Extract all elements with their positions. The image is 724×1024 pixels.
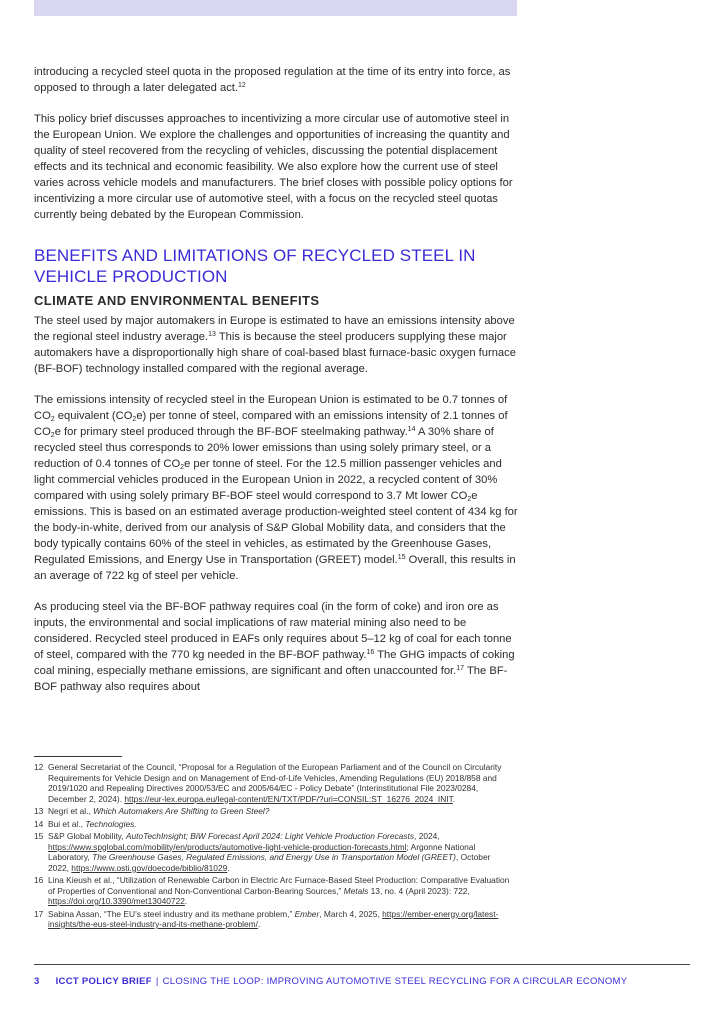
footer-separator: |: [155, 976, 159, 987]
footnote-16-link[interactable]: https://doi.org/10.3390/met13040722: [48, 896, 185, 906]
section-title: BENEFITS AND LIMITATIONS OF RECYCLED STEEL IN VEHICLE PRODUCTION: [34, 246, 476, 286]
footnote-12-link[interactable]: https://eur-lex.europa.eu/legal-content/EN/TXT/PDF/?uri=CONSIL:ST_16276_2024_INIT: [124, 793, 453, 804]
footnote-15: 15 S&P Global Mobility, AutoTechInsight; BiW Forecast April 2024: Light Vehicle Production Forecasts, 2024, https://www.spglobal.com/mobility/en/products/automotive-light-vehicle-production-forecasts.html; Argonne National Laboratory, The Greenhouse Gases, Regulated Emissions, and Energy Use in Transportation Model (GREET), October 2022, https://www.osti.gov/doecode/biblio/81029.: [34, 831, 491, 873]
footnote-ref-15[interactable]: 15: [397, 554, 406, 561]
intro-paragraph-1: introducing a recycled steel quota in the proposed regulation at the time of its entry into force, as opposed to through a later delegated act.$^{12}$: [34, 66, 511, 94]
footnotes: [34, 762, 510, 932]
subsection-title: CLIMATE AND ENVIRONMENTAL BENEFITS: [34, 293, 320, 308]
climate-paragraph-3: As producing steel via the BF-BOF pathway requires coal (in the form of coke) and iron ore as inputs, the environmental and social implications of raw material mining also need to be considered. Recycled steel produced in EAFs only requires about 5–12 kg of coal for each tonne of steel, compared with the 770 kg needed in the BF-BOF pathway.$^{16}$ The GHG impacts of coking coal mining, especially methane emissions, are significant and often unaccounted for.$^{17}$ The BF-BOF pathway also requires about: [34, 601, 515, 693]
footnote-ref-14[interactable]: 14: [407, 426, 416, 433]
footnote-17: 17 Sabina Assan, “The EU’s steel industry and its methane problem,” Ember, March 4, 2025, https://ember-energy.org/latest-insights/the-eus-steel-industry-and-its-methane-problem/.: [34, 908, 499, 929]
header-band: [34, 0, 517, 16]
page-footer: [34, 976, 627, 988]
footer-divider: [34, 964, 690, 965]
footer-brand: ICCT POLICY BRIEF: [55, 976, 152, 987]
footnote-16: 16 Lina Kieush et al., “Utilization of Renewable Carbon in Electric Arc Furnace-Based Steel Production: Comparative Evaluation of Properties of Conventional and Non-Conventional Carbon-Bearing Sources,” Metals 13, no. 4 (April 2023): 722, https://doi.org/10.3390/met13040722.: [34, 875, 510, 906]
footnote-17-link[interactable]: https://ember-energy.org/latest-insights/the-eus-steel-industry-and-its-methane-problem/: [48, 908, 499, 929]
footnote-15-link-osti[interactable]: https://www.osti.gov/doecode/biblio/81029: [71, 862, 228, 873]
footnote-12: 12 General Secretariat of the Council, “Proposal for a Regulation of the European Parliament and of the Council on Circularity Requirements for Vehicle Design and on Management of End-of-Life Vehicles, Amending Regulations (EU) 2018/858 and 2019/1020 and Repealing Directives 2000/53/EC and 2005/64/EC - Policy Debate” (Interinstitutional File 2023/0284, December 2, 2024). https://eur-lex.europa.eu/legal-content/EN/TXT/PDF/?uri=CONSIL:ST_16276_2024_INIT.: [34, 762, 502, 804]
intro-paragraph-2: This policy brief discusses approaches to incentivizing a more circular use of automotive steel in the European Union. We explore the challenges and opportunities of increasing the quantity and quality of steel recovered from the recycling of vehicles, discussing the potential displacement effects and its technical and economic feasibility. We also explore how the current use of steel varies across vehicle models and manufacturers. The brief closes with possible policy options for incentivizing a more circular use of automotive steel, with a focus on the recycled steel quotas currently being debated by the European Commission.: [34, 113, 513, 221]
climate-paragraph-1: The steel used by major automakers in Europe is estimated to have an emissions intensity above the regional steel industry average.$^{13}$ This is because the steel producers supplying these major automakers have a disproportionally high share of coal-based blast furnace-basic oxygen furnace (BF-BOF) technology installed compared with the regional average.: [34, 315, 516, 375]
footnote-14: 14 Bui et al., Technologies.: [34, 818, 137, 829]
footnote-ref-12[interactable]: 12: [238, 82, 246, 89]
footnote-divider: [34, 756, 122, 757]
main-content: [34, 64, 520, 695]
climate-paragraph-2: The emissions intensity of recycled steel in the European Union is estimated to be 0.7 tonnes of $CO_2$ equivalent $(CO_2e)$ per tonne of steel, compared with an emissions intensity of 2.1 tonnes of $CO_2e$ for primary steel produced through the BF-BOF steelmaking pathway.$^{14}$ A 30% share of recycled steel thus corresponds to 20% lower emissions than using solely primary steel, or a reduction of 0.4 tonnes of $CO_2e$ per tonne of steel. For the 12.5 million passenger vehicles and light commercial vehicles produced in the European Union in 2022, a recycled content of 30% compared with using solely primary BF-BOF steel would correspond to 3.7 Mt lower $CO_2e$ emissions. This is based on an estimated average production-weighted steel content of 434 kg for the body-in-white, derived from our analysis of S&P Global Mobility data, and considers that the body typically contains 60% of the steel in vehicles, as estimated by the Greenhouse Gases, Regulated Emissions, and Energy Use in Transportation (GREET) model.$^{15}$ Overall, this results in an average of 722 kg of steel per vehicle.: [34, 394, 518, 582]
footnote-ref-13[interactable]: 13: [208, 331, 216, 338]
footnote-13: 13 Negri et al., Which Automakers Are Shifting to Green Steel?: [34, 806, 270, 816]
footer-title: CLOSING THE LOOP: IMPROVING AUTOMOTIVE STEEL RECYCLING FOR A CIRCULAR ECONOMY: [162, 976, 628, 987]
page-number: 3: [34, 976, 40, 987]
footnote-ref-17[interactable]: 17: [456, 665, 465, 672]
footnote-15-link-spglobal[interactable]: https://www.spglobal.com/mobility/en/products/automotive-light-vehicle-production-forecasts.html: [48, 841, 407, 852]
footnote-ref-16[interactable]: 16: [366, 649, 375, 656]
